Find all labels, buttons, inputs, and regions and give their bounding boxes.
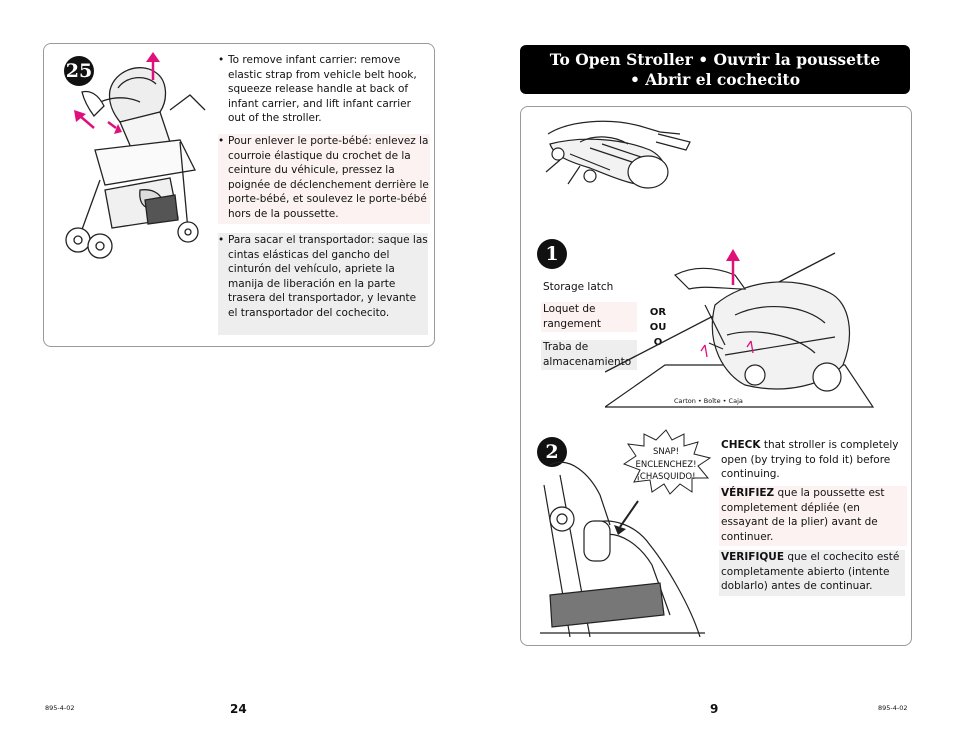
remove-carrier-en: • To remove infant carrier: remove elastic strap from vehicle belt hook, squeeze release handle at back of infant carrier, and lift infant carrier out of the stroller.: [218, 54, 417, 125]
check-fr-text: que la poussette est completement dépliée (en essayant de la plier) avant de continuer.: [721, 487, 885, 543]
folded-stroller-illustration: [540, 114, 695, 196]
check-es-text: que el cochecito esté completamente abierto (intente doblarlo) antes de continuar.: [721, 551, 900, 593]
snap-lock-illustration: [540, 455, 705, 637]
step-25-badge: 25: [64, 56, 94, 86]
unlatch-illustration: [605, 245, 875, 410]
remove-carrier-illustration: [60, 50, 210, 262]
check-en: [721, 438, 907, 482]
right-page-number: 9: [710, 702, 719, 716]
bullet-es: •: [218, 234, 225, 246]
check-es-bold: VERIFIQUE: [721, 551, 784, 563]
carton-label: Carton • Boîte • Caja: [674, 397, 743, 405]
storage-latch-label-en: Storage latch: [543, 281, 614, 293]
right-page-code: 895-4-02: [878, 704, 908, 712]
step-1-badge: 1: [537, 239, 567, 269]
check-es: [719, 550, 905, 596]
check-en-text: that stroller is completely open (by trying to fold it) before continuing.: [721, 439, 899, 481]
or-label: OR OU O: [649, 307, 667, 348]
remove-carrier-fr: • Pour enlever le porte-bébé: enlevez la courroie élastique du crochet de la ceinture du véhicule, pressez la poignée de déclenchement derrière le porte-bébé, et soulevez le porte-bébé hors de la poussette.: [218, 134, 430, 224]
header-line-2: • Abrir el cochecito: [629, 70, 801, 89]
section-header: [520, 45, 910, 94]
left-page-code: 895-4-02: [45, 704, 75, 712]
header-line-1: To Open Stroller • Ouvrir la poussette: [549, 50, 881, 69]
step-2-badge: 2: [537, 437, 567, 467]
snap-label: SNAP! ENCLENCHEZ! ¡CHASQUIDO!: [635, 447, 697, 482]
check-fr-bold: VÉRIFIEZ: [721, 487, 775, 499]
storage-latch-label-es: Traba de almacenamiento: [541, 340, 637, 370]
remove-carrier-es: • Para sacar el transportador: saque las cintas elásticas del gancho del cinturón del vehículo, apriete la manija de liberación en la parte trasera del transportador, y levante el transportador del cochecito.: [218, 233, 428, 335]
check-fr: [719, 486, 907, 546]
check-en-bold: CHECK: [721, 439, 761, 451]
bullet-fr: •: [218, 135, 225, 147]
left-page-number: 24: [230, 702, 247, 716]
storage-latch-label-fr: Loquet de rangement: [541, 302, 637, 332]
bullet-en: •: [218, 54, 225, 66]
